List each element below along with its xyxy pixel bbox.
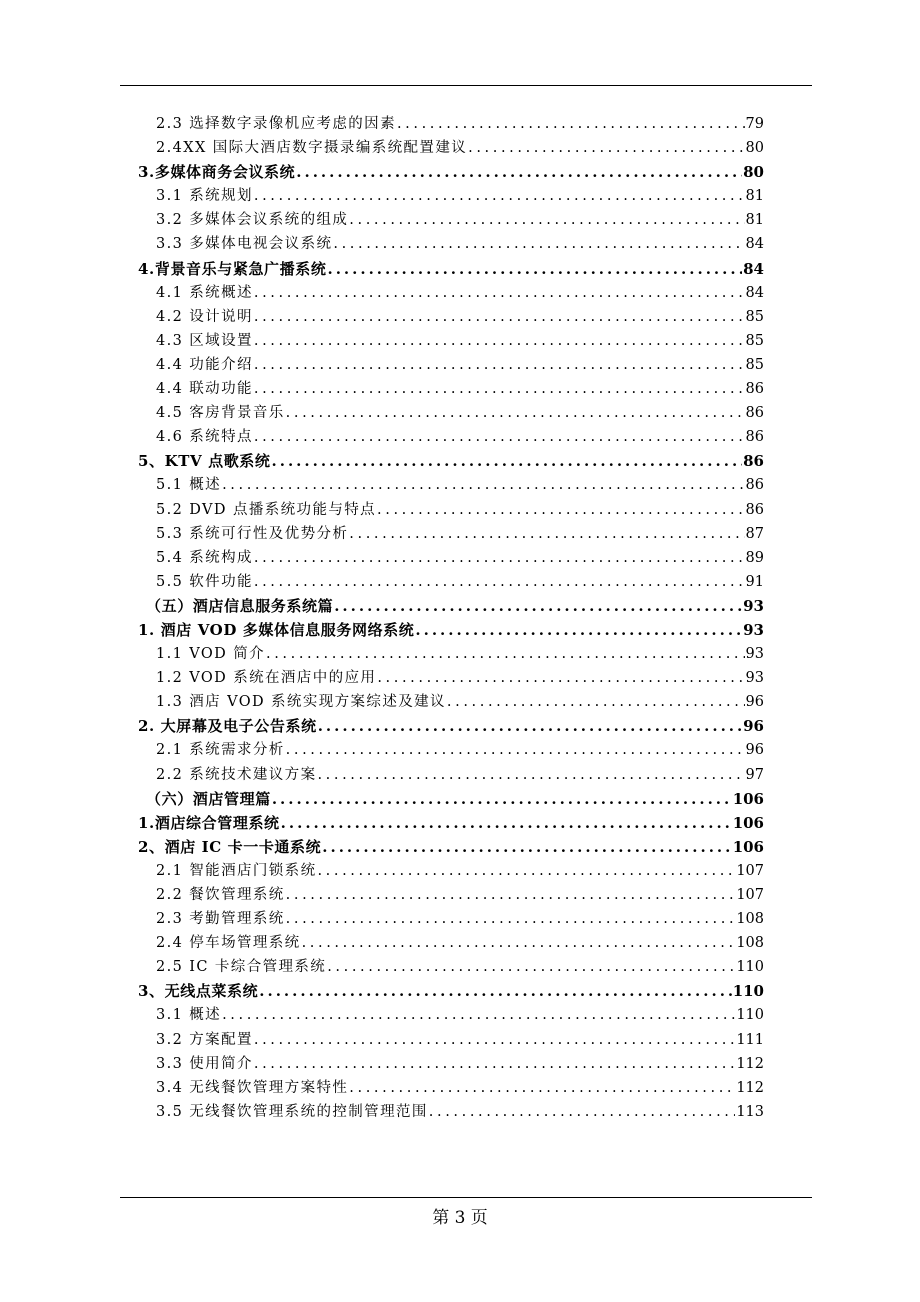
toc-entry-page-number: 86	[745, 429, 764, 446]
toc-entry-title: 5、KTV 点歌系统	[138, 452, 271, 471]
toc-entry-page-number: 107	[736, 862, 764, 879]
toc-entry[interactable]	[138, 811, 764, 835]
toc-entry[interactable]	[138, 955, 764, 979]
toc-entry-title: 2.4 停车场管理系统	[156, 935, 301, 952]
toc-entry-page-number: 93	[743, 620, 764, 639]
toc-entry-title: 3.5 无线餐饮管理系统的控制管理范围	[156, 1103, 428, 1120]
toc-entry-page-number: 96	[745, 694, 764, 711]
toc-entry[interactable]	[138, 931, 764, 955]
toc-entry-title: 2.2 餐饮管理系统	[156, 887, 285, 903]
toc-entry[interactable]	[138, 594, 764, 618]
toc-entry-title: 3.1 系统规划	[156, 188, 253, 205]
toc-entry-title: 1.酒店综合管理系统	[138, 813, 280, 832]
toc-entry-page-number: 84	[743, 259, 764, 278]
toc-entry[interactable]	[138, 787, 764, 811]
toc-dot-leader	[222, 1003, 735, 1027]
toc-entry-page-number: 106	[732, 789, 764, 808]
toc-dot-leader	[272, 787, 732, 811]
toc-dot-leader	[222, 473, 744, 497]
toc-entry-title: 1.1 VOD 简介	[156, 646, 266, 663]
toc-entry[interactable]	[138, 1028, 764, 1052]
toc-dot-leader	[318, 714, 742, 738]
toc-entry[interactable]	[138, 618, 764, 642]
toc-entry[interactable]	[138, 377, 764, 401]
toc-entry-page-number: 113	[736, 1103, 764, 1120]
toc-dot-leader	[254, 546, 745, 570]
toc-entry-page-number: 93	[743, 596, 764, 615]
toc-entry-title: （五）酒店信息服务系统篇	[146, 596, 334, 615]
toc-entry-page-number: 93	[745, 646, 764, 663]
toc-entry[interactable]	[138, 208, 764, 232]
toc-dot-leader	[254, 570, 745, 594]
toc-entry-page-number: 96	[743, 717, 764, 736]
toc-entry-title: 3.2 多媒体会议系统的组成	[156, 212, 349, 229]
toc-entry-title: 2.3 考勤管理系统	[156, 911, 285, 928]
toc-entry-page-number: 93	[745, 670, 764, 687]
toc-entry[interactable]	[138, 401, 764, 425]
toc-entry-page-number: 89	[745, 549, 764, 566]
toc-entry-page-number: 86	[743, 452, 764, 471]
toc-entry[interactable]	[138, 642, 764, 666]
toc-dot-leader	[281, 811, 732, 835]
toc-entry-title: 5.5 软件功能	[156, 573, 253, 590]
toc-entry-page-number: 80	[743, 163, 764, 182]
toc-entry-page-number: 110	[736, 1007, 764, 1024]
toc-dot-leader	[266, 642, 745, 666]
toc-dot-leader	[254, 329, 745, 353]
toc-entry[interactable]	[138, 257, 764, 281]
toc-entry[interactable]	[138, 907, 764, 931]
toc-entry-title: 2. 大屏幕及电子公告系统	[138, 717, 317, 736]
toc-entry-title: 5.3 系统可行性及优势分析	[156, 525, 349, 542]
toc-entry-page-number: 81	[745, 188, 764, 205]
toc-entry[interactable]	[138, 473, 764, 497]
toc-dot-leader	[296, 160, 742, 184]
toc-dot-leader	[254, 305, 745, 329]
toc-entry[interactable]	[138, 1052, 764, 1076]
toc-entry[interactable]	[138, 714, 764, 738]
toc-entry-page-number: 112	[736, 1079, 764, 1096]
toc-dot-leader	[254, 353, 745, 377]
toc-dot-leader	[254, 281, 745, 305]
toc-entry-title: 1.2 VOD 系统在酒店中的应用	[156, 670, 377, 687]
toc-entry-page-number: 80	[745, 140, 764, 157]
toc-entry[interactable]	[138, 184, 764, 208]
toc-entry-page-number: 86	[745, 477, 764, 494]
toc-entry-page-number: 87	[745, 525, 764, 542]
toc-entry[interactable]	[138, 160, 764, 184]
toc-entry-page-number: 79	[745, 116, 764, 132]
toc-entry-page-number: 84	[745, 236, 764, 253]
toc-dot-leader	[349, 1076, 735, 1100]
toc-entry-title: 2.3 选择数字录像机应考虑的因素	[156, 116, 396, 132]
toc-entry[interactable]	[138, 1076, 764, 1100]
toc-entry-title: 4.3 区域设置	[156, 332, 253, 349]
toc-entry[interactable]	[138, 112, 764, 136]
toc-entry-title: 4.1 系统概述	[156, 284, 253, 301]
toc-entry[interactable]	[138, 449, 764, 473]
toc-entry[interactable]	[138, 522, 764, 546]
toc-dot-leader	[377, 498, 745, 522]
toc-entry[interactable]	[138, 329, 764, 353]
toc-dot-leader	[302, 931, 736, 955]
toc-entry[interactable]	[138, 738, 764, 762]
toc-dot-leader	[317, 859, 735, 883]
toc-entry-page-number: 96	[745, 742, 764, 759]
toc-entry-page-number: 106	[732, 837, 764, 856]
toc-entry-title: 4.2 设计说明	[156, 308, 253, 325]
toc-entry[interactable]	[138, 136, 764, 160]
toc-dot-leader	[259, 979, 731, 1003]
toc-entry-title: 3.1 概述	[156, 1007, 222, 1024]
toc-entry-title: 3.2 方案配置	[156, 1031, 253, 1048]
toc-entry-title: 2.1 系统需求分析	[156, 742, 285, 759]
toc-entry[interactable]	[138, 690, 764, 714]
toc-dot-leader	[415, 618, 742, 642]
toc-dot-leader	[349, 522, 744, 546]
toc-entry-page-number: 86	[745, 501, 764, 518]
toc-entry[interactable]	[138, 835, 764, 859]
toc-entry-title: 4.背景音乐与紧急广播系统	[138, 259, 327, 278]
toc-entry-title: 3、无线点菜系统	[138, 982, 259, 1001]
footer-rule	[120, 1197, 812, 1198]
toc-dot-leader	[377, 666, 744, 690]
toc-dot-leader	[322, 835, 731, 859]
toc-entry[interactable]	[138, 883, 764, 907]
toc-entry-title: 3.4 无线餐饮管理方案特性	[156, 1079, 349, 1096]
toc-dot-leader	[317, 763, 744, 787]
toc-entry-page-number: 108	[736, 935, 764, 952]
toc-entry-page-number: 111	[736, 1031, 764, 1048]
toc-entry[interactable]	[138, 979, 764, 1003]
toc-entry-page-number: 84	[745, 284, 764, 301]
toc-dot-leader	[397, 112, 745, 136]
toc-dot-leader	[254, 184, 745, 208]
toc-entry-title: 4.6 系统特点	[156, 429, 253, 446]
toc-entry-page-number: 91	[745, 573, 764, 590]
toc-entry-page-number: 81	[745, 212, 764, 229]
toc-dot-leader	[286, 883, 736, 907]
toc-entry-page-number: 112	[736, 1055, 764, 1072]
toc-entry-title: 2.2 系统技术建议方案	[156, 766, 317, 783]
toc-entry[interactable]	[138, 353, 764, 377]
toc-dot-leader	[286, 401, 745, 425]
toc-entry-title: 3.3 多媒体电视会议系统	[156, 236, 333, 253]
toc-entry-title: 5.2 DVD 点播系统功能与特点	[156, 501, 377, 518]
toc-entry-page-number: 86	[745, 381, 764, 398]
toc-dot-leader	[334, 594, 742, 618]
toc-entry-page-number: 107	[736, 887, 764, 903]
page-number-footer: 第 3 页	[432, 1208, 488, 1228]
toc-entry[interactable]	[138, 232, 764, 256]
toc-dot-leader	[327, 955, 735, 979]
toc-entry[interactable]	[138, 546, 764, 570]
toc-entry-title: 2.5 IC 卡综合管理系统	[156, 959, 327, 976]
toc-entry-title: 3.多媒体商务会议系统	[138, 163, 296, 182]
toc-dot-leader	[429, 1100, 736, 1124]
toc-entry-page-number: 86	[745, 405, 764, 422]
toc-entry[interactable]	[138, 498, 764, 522]
toc-entry-page-number: 106	[732, 813, 764, 832]
toc-dot-leader	[254, 1028, 735, 1052]
header-rule	[120, 85, 812, 86]
toc-entry-title: 4.5 客房背景音乐	[156, 405, 285, 422]
toc-entry-title: 2、酒店 IC 卡一卡通系统	[138, 837, 322, 856]
toc-entry-title: 2.1 智能酒店门锁系统	[156, 862, 317, 879]
table-of-contents	[138, 112, 764, 1124]
toc-dot-leader	[447, 690, 745, 714]
toc-entry-page-number: 85	[745, 308, 764, 325]
toc-entry[interactable]	[138, 570, 764, 594]
toc-entry[interactable]	[138, 1003, 764, 1027]
toc-entry-title: 5.1 概述	[156, 477, 222, 494]
toc-dot-leader	[468, 136, 744, 160]
toc-dot-leader	[254, 425, 745, 449]
toc-dot-leader	[254, 377, 745, 401]
toc-entry-title: 3.3 使用简介	[156, 1055, 253, 1072]
toc-entry-page-number: 108	[736, 911, 764, 928]
toc-entry-title: （六）酒店管理篇	[146, 789, 271, 808]
toc-entry[interactable]	[138, 763, 764, 787]
toc-entry[interactable]	[138, 305, 764, 329]
toc-entry-page-number: 110	[736, 959, 764, 976]
toc-entry-page-number: 110	[732, 982, 764, 1001]
toc-entry[interactable]	[138, 425, 764, 449]
toc-dot-leader	[254, 1052, 735, 1076]
toc-dot-leader	[286, 738, 745, 762]
toc-dot-leader	[349, 208, 744, 232]
toc-entry-page-number: 85	[745, 356, 764, 373]
toc-entry-title: 4.4 功能介绍	[156, 356, 253, 373]
toc-dot-leader	[333, 232, 744, 256]
toc-entry[interactable]	[138, 859, 764, 883]
toc-entry-page-number: 85	[745, 332, 764, 349]
toc-dot-leader	[286, 907, 736, 931]
toc-entry-page-number: 97	[745, 766, 764, 783]
toc-entry-title: 1. 酒店 VOD 多媒体信息服务网络系统	[138, 620, 415, 639]
toc-entry-title: 5.4 系统构成	[156, 549, 253, 566]
toc-entry-title: 1.3 酒店 VOD 系统实现方案综述及建议	[156, 694, 446, 711]
toc-dot-leader	[272, 449, 743, 473]
toc-entry-title: 2.4XX 国际大酒店数字摄录编系统配置建议	[156, 140, 468, 157]
toc-entry[interactable]	[138, 281, 764, 305]
toc-entry-title: 4.4 联动功能	[156, 381, 253, 398]
toc-entry[interactable]	[138, 1100, 764, 1124]
toc-entry[interactable]	[138, 666, 764, 690]
toc-dot-leader	[327, 257, 742, 281]
